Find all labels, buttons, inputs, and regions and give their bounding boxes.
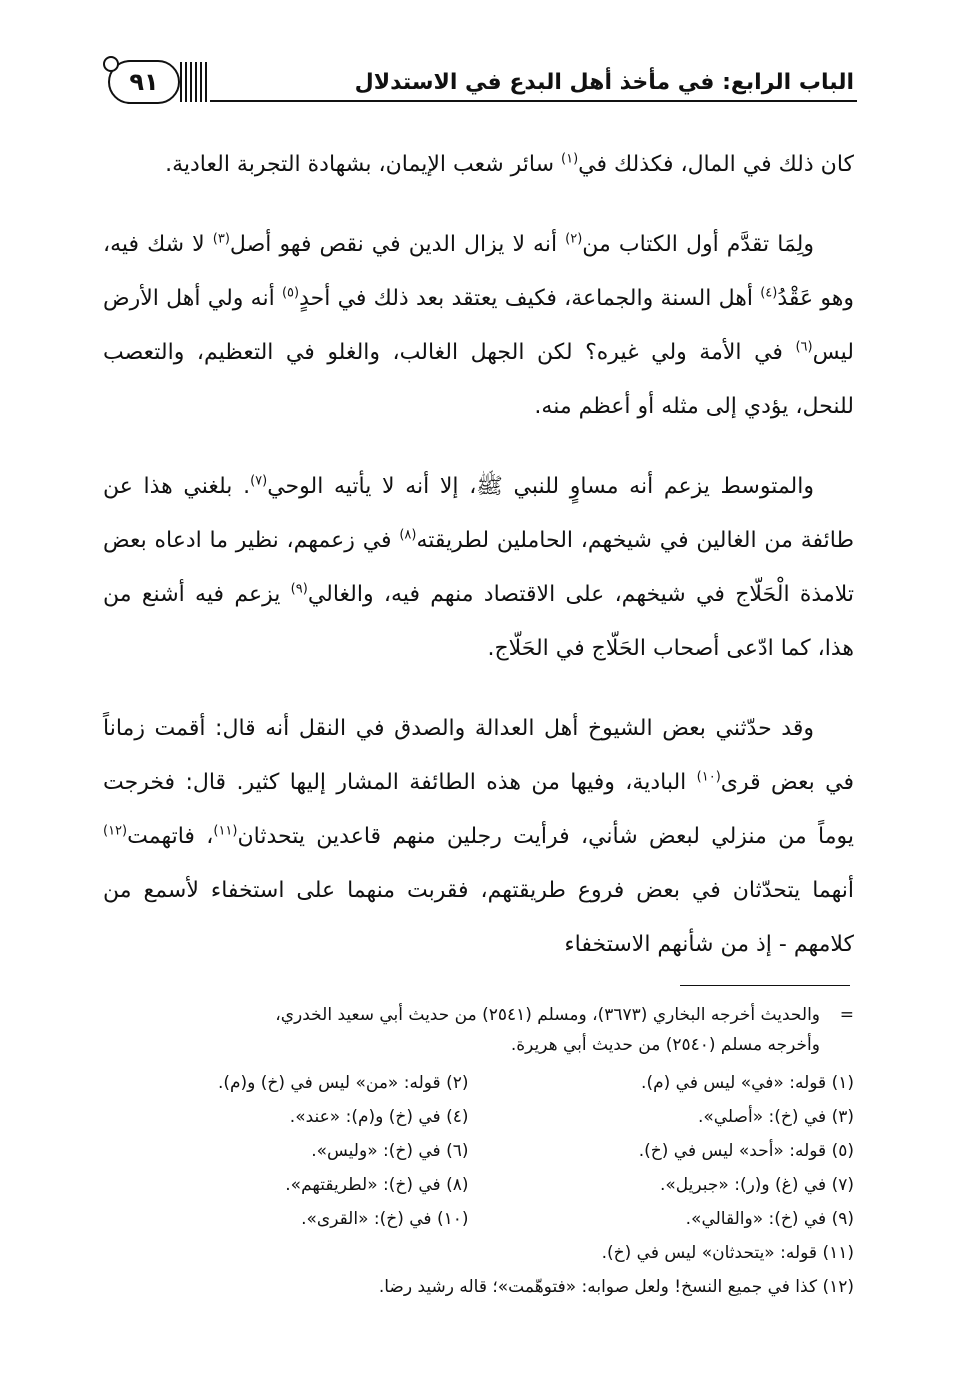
footnotes: [103, 1000, 854, 1304]
footnote-6: (٦) في (خ): «وليس».: [311, 1141, 469, 1161]
paragraph-3: والمتوسط يزعم أنه مساوٍ للنبي ﷺ، إلا أنه لا يأتيه الوحي$^{(٧)}$. بلغني هذا عن طائفة من الغالين في شيخهم، الحاملين لطريقته$^{(٨)}$ في زعمهم، نظير ما ادعاه بعض تلامذة الْحَلّاج في شيخهم، على الاقتصاد منهم فيه، والغالي$^{(٩)}$ يزعم فيه أشنع من هذا، كما ادّعى أصحاب الحَلّاج في الحَلّاج.: [103, 473, 854, 661]
footnote-1: (١) قوله: «في» ليس في (م).: [641, 1073, 854, 1093]
footnote-ref: (٨): [399, 527, 417, 543]
paragraph-1: كان ذلك في المال، فكذلك في$^{(١)}$ سائر شعب الإيمان، بشهادة التجربة العادية.: [165, 151, 854, 177]
continuation-mark: =: [839, 1005, 854, 1025]
footnote-9: (٩) في (خ): «والقالي».: [685, 1209, 854, 1229]
page-number-badge: [108, 60, 180, 104]
footnote-ref: (٦): [795, 339, 813, 355]
footnote-7: (٧) في (غ) و(ر): «جبريل».: [660, 1175, 854, 1195]
paragraph-4: وقد حدّثني بعض الشيوخ أهل العدالة والصدق في النقل أنه قال: أقمت زماناً في بعض قرى$^{(١٠)}$ البادية، وفيها من هذه الطائفة المشار إليها كثير. قال: فخرجت يوماً من منزلي لبعض شأني، فرأيت رجلين منهم قاعدين يتحدثان$^{(١١)}$، فاتهمت$^{(١٢)}$ أنهما يتحدّثان في بعض فروع طريقتهم، فقربت منهما على استخفاء لأسمع من كلامهم - إذ من شأنهم الاستخفاء: [103, 716, 854, 957]
footnote-ref: (٩): [290, 581, 308, 597]
footnote-ref: (٥): [281, 285, 300, 301]
footnote-12: (١٢) كذا في جميع النسخ! ولعل صوابه: «فتوهّمت»؛ قاله رشيد رضا.: [378, 1277, 854, 1297]
footnote-ref: (١): [561, 151, 579, 167]
footnote-ref: (٣): [212, 231, 230, 247]
header-rule: [210, 100, 857, 102]
header-ornament-bars: [180, 62, 210, 102]
footnote-4: (٤) في (خ) و(م): «عند».: [289, 1107, 469, 1127]
footnote-8: (٨) في (خ): «لطريقتهم».: [285, 1175, 469, 1195]
footnote-10: (١٠) في (خ): «القرى».: [301, 1209, 469, 1229]
footnote-separator: [680, 985, 850, 986]
page-number-ornament: [103, 56, 119, 72]
footnote-ref: (١٢): [103, 823, 128, 839]
footnote-11: (١١) قوله: «يتحدثان» ليس في (خ).: [601, 1243, 854, 1263]
footnote-3: (٣) في (خ): «أصلي».: [697, 1107, 854, 1127]
footnote-continuation: [103, 1000, 854, 1060]
footnote-ref: (٤): [760, 285, 778, 301]
continuation-text: والحديث أخرجه البخاري (٣٦٧٣)، ومسلم (٢٥٤١) من حديث أبي سعيد الخدري، وأخرجه مسلم (٢٥٤٠) من حديث أبي هريرة.: [275, 1005, 820, 1055]
paragraph-2: ولِمَا تقدَّم أول الكتاب من$^{(٢)}$ أنه لا يزال الدين في نقص فهو أصل$^{(٣)}$ لا شك فيه، وهو عَقْدُ$^{(٤)}$ أهل السنة والجماعة، فكيف يعتقد بعد ذلك في أحدٍ$^{(٥)}$ أنه ولي أهل الأرض ليس$^{(٦)}$ في الأمة ولي غيره؟ لكن الجهل الغالب، والغلو في التعظيم، والتعصب للنحل، يؤدي إلى مثله أو أعظم منه.: [103, 231, 854, 419]
footnote-2: (٢) قوله: «من» ليس في (خ) و(م).: [217, 1073, 469, 1093]
page-number: ٩١: [129, 68, 159, 96]
footnote-ref: (٧): [250, 473, 268, 489]
footnote-ref: (٢): [565, 231, 583, 247]
footnote-grid: [103, 1066, 854, 1236]
main-text: [103, 138, 854, 998]
footnote-ref: (١١): [213, 823, 238, 839]
footnote-ref: (١٠): [696, 769, 721, 785]
chapter-header-title: الباب الرابع: في مأخذ أهل البدع في الاستدلال: [354, 70, 854, 95]
footnote-5: (٥) قوله: «أحد» ليس في (خ).: [638, 1141, 854, 1161]
